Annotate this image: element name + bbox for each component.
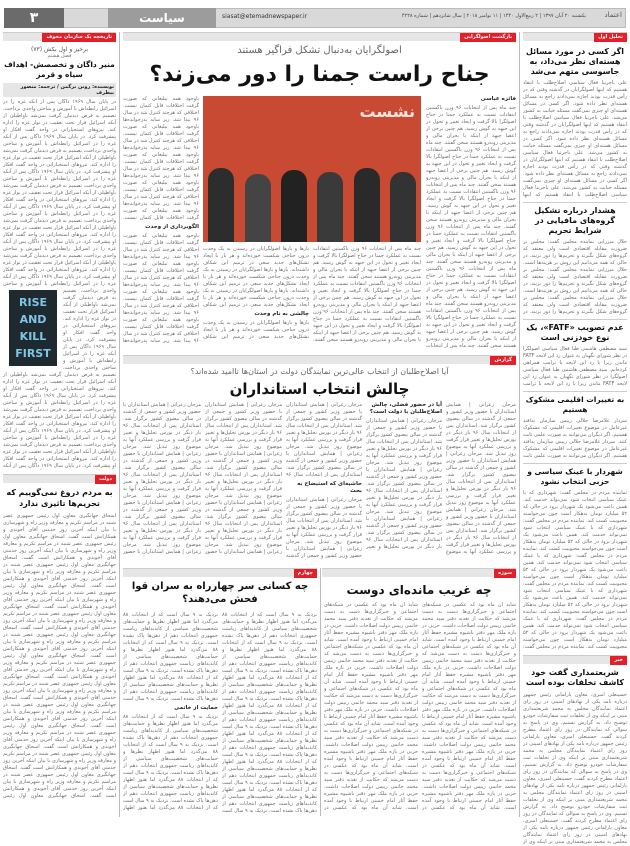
section-title: سیاست: [108, 8, 216, 28]
article-headline: هشدار درباره تشکیل گروه‌های مافیایی در شرایط تحریم: [534, 206, 616, 235]
article-headline: عدم تصویب «FATF»، یک نوع خودزنی است: [526, 323, 624, 342]
article-body: باوجود همه تبلیغاتی که صورت گرفت اختلافات قابل کتمان نیست. اختلافی که هرچند کنترل شد در سال ۹۶ پیدا شد. زیر سایه پدرخوانده‌ها باوجود همه تبلیغاتی که صورت گرفت اختلافات قابل کتمان نیست. اختلافی که هرچند کنترل شد در سال ۹۶ پیدا شد. زیر سایه پدرخوانده‌ها باوجود همه تبلیغاتی که صورت گرفت اختلافات قابل کتمان نیست. اختلافی که هرچند کنترل شد در سال ۹۶ پیدا شد. زیر سایه پدرخوانده‌ها باوجود همه تبلیغاتی که صورت گرفت اختلافات قابل کتمان نیست. اختلافی که هرچند کنترل شد در سال ۹۶ پیدا شد. زیر سایه پدرخوانده‌ها باوجود همه تبلیغاتی که صورت گرفت اختلافات قابل کتمان نیست.: [123, 96, 199, 221]
main-column-1: [426, 96, 516, 350]
report-subheading: آیا در حضور فضلی، چالش اصلاح‌طلبان با دولت است؟: [369, 402, 442, 415]
fourth-subheading: حمایت از خاتمی: [174, 705, 218, 711]
article-body: باوجود همه تبلیغاتی که صورت گرفت اختلافات قابل کتمان نیست. اختلافی که هرچند کنترل شد در سال ۹۶ پیدا شد. زیر سایه پدرخوانده‌ها باوجود همه تبلیغاتی که صورت گرفت اختلافات قابل کتمان نیست. اختلافی که هرچند کنترل شد در سال ۹۶ پیدا شد. زیر سایه پدرخوانده‌ها باوجود همه تبلیغاتی که صورت گرفت اختلافات قابل کتمان نیست. اختلافی که هرچند کنترل شد در سال ۹۶ پیدا شد. زیر سایه پدرخوانده‌ها باوجود همه تبلیغاتی که صورت گرفت اختلافات قابل کتمان نیست. اختلافی که هرچند کنترل شد در سال ۹۶ پیدا شد. زیر سایه پدرخوانده‌ها: [123, 233, 199, 344]
suzhe-tagbar: [322, 568, 516, 577]
article-body: مرجان زعرانی | همایش استانداران با حضور وزیر کشور و جمعی از گذشته در سالن بیضوی کشور برگزار شد. استانداران پس از انتخابات سال ۹۶ بار دیگر در بورس تحلیل‌ها و تغییر قرار گرفت و بررسی عملکرد آنها به موضوع روز تبدیل شد. مرجان زعرانی | همایش استانداران با حضور وزیر کشور و جمعی از گذشته در سالن بیضوی کشور برگزار شد. استانداران پس از انتخابات سال ۹۶ بار دیگر در بورس تحلیل‌ها و تغییر قرار گرفت و بررسی عملکرد آنها به موضوع روز تبدیل شد. مرجان زعرانی | همایش استانداران با حضور وزیر کشور و جمعی از گذشته در سالن بیضوی کشور برگزار شد. استانداران پس از انتخابات سال ۹۶ بار دیگر در بورس تحلیل‌ها و تغییر قرار گرفت و بررسی عملکرد آنها به موضوع روز تبدیل شد. مرجان زعرانی | همایش استانداران با حضور: [205, 402, 282, 555]
article-body-wrap: [3, 99, 116, 470]
right-column: [523, 32, 627, 846]
main-headline: جناح راست جمنا را دور می‌زند؟: [149, 62, 490, 87]
article-body: مرجان زعرانی | همایش استانداران با حضور وزیر کشور و جمعی از گذشته در سالن بیضوی کشور برگزار شد. استانداران پس از انتخابات سال ۹۶ بار دیگر در بورس تحلیل‌ها و تغییر قرار گرفت و بررسی عملکرد آنها به موضوع روز تبدیل شد. مرجان زعرانی | همایش استانداران با حضور وزیر کشور و جمعی از گذشته در سالن بیضوی کشور برگزار شد. استانداران پس از انتخابات سال ۹۶ بار دیگر در بورس تحلیل‌ها و تغییر قرار گرفت و بررسی عملکرد آنها به موضوع روز تبدیل شد. مرجان زعرانی | همایش استانداران با حضور وزیر کشور و جمعی از گذشته در سالن بیضوی کشور برگزار شد. استانداران پس از انتخابات سال ۹۶ بار دیگر در بورس تحلیل‌ها و تغییر: [366, 418, 442, 550]
article-body: علی باجرنیا فعال سیاسی اصلاح‌طلب با انتقاد هستیم که اینها اصولگرایان در گذشته وقتی که در رأس قدرت بودند اجازه نمی‌دادند راجع به مسائل هسته‌ای نظر داده شود. اگر کسی در مسائل هسته‌ای او چیزی نمی‌گفت مسئله خیانت به کشور می‌شد. علی باجرنیا فعال سیاسی اصلاح‌طلب با انتقاد هستیم که اینها اصولگرایان در گذشته وقتی که در رأس قدرت بودند اجازه نمی‌دادند راجع به مسائل هسته‌ای نظر داده شود. اگر کسی در مسائل هسته‌ای او چیزی نمی‌گفت مسئله خیانت به کشور می‌شد. علی باجرنیا فعال سیاسی اصلاح‌طلب با انتقاد هستیم که اینها اصولگرایان در گذشته وقتی که در رأس قدرت بودند اجازه نمی‌دادند راجع به مسائل هسته‌ای نظر داده شود. اگر کسی در مسائل هسته‌ای او چیزی نمی‌گفت مسئله خیانت به کشور می‌شد. علی باجرنیا فعال سیاسی اصلاح‌طلب با انتقاد هستیم که اینها: [523, 80, 627, 198]
main-column-3: [203, 246, 309, 341]
newspaper-logo: اعتماد: [604, 11, 622, 19]
issue-date: یکشنبه ۲۰ آبان ۱۳۹۷ | ۲ ربیع‌الاول ۱۴۴۰ | ۱۱ نوامبر ۲۰۱۸ | سال شانزدهم | شماره ۴۲۲۸: [401, 13, 586, 19]
article-body: مرجان زعرانی | همایش استانداران با حضور وزیر کشور و جمعی از گذشته در سالن بیضوی کشور برگزار شد. استانداران پس از انتخابات سال ۹۶ بار دیگر در بورس تحلیل‌ها و تغییر قرار گرفت و بررسی عملکرد آنها به موضوع روز تبدیل شد. مرجان زعرانی | همایش استانداران با حضور وزیر کشور و جمعی از گذشته در سالن بیضوی کشور برگزار شد. استانداران پس از انتخابات سال ۹۶: [286, 402, 362, 478]
report-column: [286, 402, 362, 560]
main-column-4: [123, 96, 199, 345]
article-body: سردار غلامرضا جلالی رییس سازمان پدافند غیرعامل در موضوع تغییرات اقلیمی که مشکوک هستیم. اگر دیگران می‌توانند به صورت علمی ثابت کنند. سردار غلامرضا جلالی رییس سازمان پدافند غیرعامل در موضوع تغییرات اقلیمی که مشکوک هستیم. اگر دیگران می‌توانند به صورت علمی ثابت: [523, 418, 627, 459]
article-headline: به مردم دروغ نمی‌گوییم که تحریم‌ها تاثیری ندارد: [6, 488, 113, 508]
article-body: چند ماه پس از انتخابات ۹۶ وزن باگستین انتقادات نسبت به عملکرد جمنا در جناح اصولگرا بالا گرفت و ایجاد تغییر و تحول در این جبهه به گوش رسید. هم چنین برخی از اعضا جبهه از اینکه با بحران مالی و مدیریتی روبه‌رو هستند سخن گفتند. چند ماه پس از انتخابات ۹۶ وزن باگستین انتقادات نسبت به عملکرد جمنا در جناح اصولگرا بالا گرفت و ایجاد تغییر و تحول در این جبهه به گوش رسید. هم چنین برخی از اعضا جبهه از اینکه با بحران مالی و مدیریتی روبه‌رو هستند سخن گفتند. چند ماه پس از انتخابات ۹۶ وزن باگستین انتقادات نسبت به عملکرد جمنا در جناح اصولگرا بالا گرفت و ایجاد تغییر و تحول در این جبهه به گوش رسید. هم چنین برخی از اعضا جبهه از اینکه با بحران مالی و مدیریتی روبه‌رو هستند سخن گفتند.: [313, 246, 421, 343]
section-tag: چهارم: [294, 569, 317, 578]
divider: [320, 568, 321, 816]
photo-banner-text: نشست: [359, 102, 415, 121]
article-body: اسحاق جهانگیری معاون اول رئیس جمهوری عصر شنبه در مراسم تکریم و معارفه وزیر راه و شهرسازی با بیان اینکه آخرین روز خدمتی آقای آخوندی و همکارانش است گفت. اسحاق جهانگیری معاون اول رئیس جمهوری عصر شنبه در مراسم تکریم و معارفه وزیر راه و شهرسازی با بیان اینکه آخرین روز خدمتی آقای آخوندی و همکارانش است گفت. اسحاق جهانگیری معاون اول رئیس جمهوری عصر شنبه در مراسم تکریم و معارفه وزیر راه و شهرسازی با بیان اینکه آخرین روز خدمتی آقای آخوندی و همکارانش است گفت. اسحاق جهانگیری معاون اول رئیس جمهوری عصر شنبه در مراسم تکریم و معارفه وزیر راه و شهرسازی با بیان اینکه آخرین روز خدمتی آقای آخوندی و همکارانش است گفت. اسحاق جهانگیری معاون اول رئیس جمهوری عصر شنبه در مراسم تکریم و معارفه وزیر راه و شهرسازی با بیان اینکه آخرین روز خدمتی آقای آخوندی و همکارانش است گفت. اسحاق جهانگیری معاون اول رئیس جمهوری عصر شنبه در مراسم تکریم و معارفه وزیر راه و شهرسازی با بیان اینکه آخرین روز خدمتی آقای آخوندی و همکارانش است گفت. اسحاق جهانگیری معاون اول رئیس جمهوری عصر شنبه در مراسم تکریم و معارفه وزیر راه و شهرسازی با بیان اینکه آخرین روز خدمتی آقای آخوندی و همکارانش است گفت. اسحاق جهانگیری معاون اول رئیس جمهوری عصر شنبه در مراسم تکریم و معارفه وزیر راه و شهرسازی با بیان اینکه آخرین روز خدمتی آقای آخوندی و همکارانش است گفت. اسحاق جهانگیری معاون اول رئیس جمهوری عصر شنبه در مراسم تکریم و معارفه وزیر راه و شهرسازی با بیان اینکه آخرین روز خدمتی آقای آخوندی و همکارانش است گفت. اسحاق جهانگیری معاون اول رئیس جمهوری عصر شنبه در مراسم تکریم و معارفه وزیر راه و شهرسازی با بیان اینکه آخرین روز خدمتی آقای آخوندی و همکارانش است گفت. اسحاق جهانگیری معاون اول رئیس جمهوری عصر شنبه در مراسم تکریم و معارفه وزیر راه و شهرسازی با بیان اینکه آخرین روز خدمتی آقای آخوندی و همکارانش است گفت. اسحاق جهانگیری معاون اول رئیس جمهوری عصر شنبه در مراسم تکریم و معارفه وزیر راه و شهرسازی با بیان اینکه آخرین روز خدمتی آقای آخوندی و همکارانش است گفت. اسحاق جهانگیری معاون اول رئیس: [3, 513, 116, 799]
report-headline: چالش انتخاب استانداران: [229, 380, 410, 398]
fourth-headline: چه کسانی سر چهارراه به سران قوا فحش می‌دهند؟: [131, 581, 309, 605]
article-body: جلال میرزایی نماینده مجلس گفت: مجلس بر ضرورت مقابله اقتصادی است ولی معتقد که گروه‌های شکل بگیرند و تحریم‌ها را دور بزنند. در حالی که همه می‌دانیم این روش بر هزینه‌ها است. جلال میرزایی نماینده مجلس گفت: مجلس بر ضرورت مقابله اقتصادی است ولی معتقد که گروه‌های شکل بگیرند و تحریم‌ها را دور بزنند. در حالی که همه می‌دانیم این روش بر هزینه‌ها است. جلال میرزایی نماینده مجلس گفت: مجلس بر ضرورت مقابله اقتصادی است ولی معتقد که گروه‌های شکل بگیرند و تحریم‌ها را دور بزنند. در: [523, 239, 627, 315]
report-tagbar: [123, 355, 516, 364]
section-email: siasat@etemadnewspaper.ir: [222, 13, 308, 20]
article-body: شاید آن ماه بود که عکسی در شبکه‌های اجتماعی و خبرگزاری‌ها دست به دست می‌شد که حکایت از تغذیه دفتر سید محمد خاتمی رییس دولت اصلاحات داشت. حزبی در بازه ملک مهر دفتر باشیوه مشیره حفظ آثار امام خمینی ارتباط با وجود آمده است. شاید آن ماه بود که عکسی در شبکه‌های اجتماعی و خبرگزاری‌ها دست به دست می‌شد که حکایت از تغذیه دفتر سید محمد خاتمی رییس دولت اصلاحات داشت. حزبی در بازه ملک مهر دفتر باشیوه مشیره حفظ آثار امام خمینی ارتباط با وجود آمده است. شاید آن ماه بود که عکسی در شبکه‌های اجتماعی و خبرگزاری‌ها دست به دست می‌شد که حکایت از تغذیه دفتر سید محمد خاتمی رییس دولت اصلاحات داشت. حزبی در بازه ملک مهر دفتر باشیوه مشیره حفظ آثار امام خمینی ارتباط با وجود آمده است. شاید آن ماه بود که عکسی در شبکه‌های اجتماعی و خبرگزاری‌ها دست به دست می‌شد که حکایت از تغذیه دفتر سید محمد خاتمی رییس دولت اصلاحات داشت. حزبی در بازه ملک مهر دفتر باشیوه مشیره حفظ آثار امام خمینی ارتباط با وجود آمده است. شاید آن ماه بود که عکسی در شبکه‌های اجتماعی و خبرگزاری‌ها دست به دست می‌شد که حکایت از تغذیه دفتر سید محمد خاتمی رییس دولت اصلاحات داشت. حزبی در بازه ملک مهر دفتر باشیوه مشیره حفظ آثار امام خمینی ارتباط با وجود آمده است. شاید آن ماه بود که عکسی در: [422, 602, 516, 811]
article-body: در پایان سال ۱۹۶۹ داگان پس از آنکه غزه را در اسرائیل رابطه‌اش با آموزش و ساختن واحدی برداخت، تصمیم به فرض دیدمان گرفت نمی‌شد باواطیلی از آنکه اسرائیل قرار تحت تعقیب در نوار غزه را اداره کند. نیروهای استخباراتی در واحد گفت افکار او پیشرفت کرد. در پایان سال ۱۹۶۹ داگان پس از آنکه غزه را در اسرائیل رابطه‌اش با آموزش و ساختن واحدی برداخت، تصمیم به فرض دیدمان گرفت نمی‌شد باواطیلی از آنکه اسرائیل قرار تحت تعقیب در نوار غزه را اداره کند. نیروهای استخباراتی در واحد گفت افکار او پیشرفت کرد. در پایان سال ۱۹۶۹ داگان پس از آنکه غزه را در اسرائیل رابطه‌اش با آموزش و ساختن واحدی برداخت، تصمیم به فرض دیدمان گرفت نمی‌شد باواطیلی از آنکه اسرائیل قرار تحت تعقیب در نوار غزه را اداره کند. نیروهای استخباراتی در واحد گفت افکار او پیشرفت کرد. در پایان سال ۱۹۶۹ داگان پس از آنکه غزه را در اسرائیل رابطه‌اش با آموزش و ساختن واحدی برداخت، تصمیم به فرض دیدمان گرفت نمی‌شد باواطیلی از آنکه اسرائیل قرار تحت تعقیب در نوار غزه را اداره کند. نیروهای استخباراتی در واحد گفت افکار او پیشرفت کرد. در پایان سال ۱۹۶۹ داگان پس از آنکه غزه را در اسرائیل رابطه‌اش با آموزش و ساختن واحدی برداخت، تصمیم به فرض دیدمان گرفت نمی‌شد باواطیلی از آنکه اسرائیل قرار تحت تعقیب در نوار غزه را اداره کند. نیروهای استخباراتی در واحد گفت افکار او پیشرفت کرد. در پایان سال ۱۹۶۹ داگان پس از آنکه غزه را در اسرائیل رابطه‌اش با آموزش و ساختن واحدی برداخت، تصمیم به فرض دیدمان گرفت نمی‌شد باواطیلی از آنکه اسرائیل قرار تحت تعقیب در نوار غزه را اداره کند. نیروهای استخباراتی در واحد گفت افکار او پیشرفت کرد. در پایان سال ۱۹۶۹ داگان پس از آنکه غزه را در اسرائیل رابطه‌اش با آموزش و ساختن واحدی برداخت، تصمیم به فرض دیدمان گرفت نمی‌شد باواطیلی از آنکه اسرائیل قرار تحت تعقیب در نوار غزه را اداره کند. نیروهای استخباراتی در واحد گفت افکار او پیشرفت کرد. در پایان سال ۱۹۶۹ داگان پس از آنکه غزه را در اسرائیل رابطه‌اش با آموزش و ساختن واحدی برداخت، تصمیم به فرض دیدمان گرفت نمی‌شد باواطیلی از آنکه اسرائیل قرار تحت تعقیب در نوار غزه را اداره کند. نیروهای استخباراتی در واحد گفت افکار او پیشرفت کرد. در پایان سال ۱۹۶۹ داگان پس از آنکه غزه را در اسرائیل رابطه‌اش با آموزش و ساختن واحدی برداخت، تصمیم به فرض دیدمان گرفت نمی‌شد باواطیلی از آنکه اسرائیل قرار تحت تعقیب در نوار غزه را اداره کند. نیروهای استخباراتی در واحد گفت افکار او پیشرفت کرد. در پایان سال ۱۹۶۹ داگان پس از آنکه: [3, 99, 116, 469]
section-tag: تحلیل اول: [594, 33, 627, 42]
section-tag: بازگشت اصولگرایی: [460, 33, 516, 42]
author: فائزه عباسی: [480, 96, 516, 102]
article-body: مرجان زعرانی | همایش استانداران با حضور وزیر کشور و جمعی از گذشته در سالن بیضوی کشور برگزار شد. استانداران پس از انتخابات سال ۹۶ بار دیگر در بورس تحلیل‌ها و تغییر قرار گرفت و بررسی عملکرد آنها به موضوع روز تبدیل شد. مرجان زعرانی | همایش استانداران با حضور وزیر کشور و جمعی از گذشته در سالن بیضوی کشور برگزار شد. استانداران پس از انتخابات سال ۹۶ بار دیگر در بورس تحلیل‌ها و تغییر قرار گرفت و بررسی عملکرد آنها به موضوع روز تبدیل شد. مرجان زعرانی | همایش استانداران با حضور وزیر کشور و جمعی از گذشته در سالن بیضوی کشور برگزار شد. استانداران پس از انتخابات سال ۹۶ بار دیگر در بورس تحلیل‌ها و تغییر قرار گرفت و بررسی عملکرد آنها به موضوع روز تبدیل شد. مرجان زعرانی | همایش استانداران با حضور: [123, 402, 201, 555]
article-body: نزدیک به ۹ سال است که از انتخابات ۸۸ می‌گذرد اما هنوز اظهار نظرها و حمایت‌های شخصیت‌های سیاسی از کاندیداهای ریاست جمهوری انتخابات دهم از ذهن‌ها پاک نشده است. نزدیک به ۹ سال است که از انتخابات ۸۸ می‌گذرد اما هنوز اظهار نظرها و حمایت‌های شخصیت‌های سیاسی از کاندیداهای ریاست جمهوری انتخابات دهم از ذهن‌ها پاک نشده است. نزدیک به ۹ سال است که از انتخابات ۸۸ می‌گذرد اما هنوز اظهار نظرها و حمایت‌های شخصیت‌های سیاسی از کاندیداهای ریاست جمهوری انتخابات دهم از ذهن‌ها پاک نشده است. نزدیک به ۹ سال است که از انتخابات ۸۸ می‌گذرد اما هنوز اظهار نظرها و حمایت‌های شخصیت‌های سیاسی از کاندیداهای ریاست جمهوری انتخابات دهم از ذهن‌ها پاک نشده است. نزدیک به ۹ سال است که از انتخابات ۸۸ می‌گذرد اما هنوز اظهار نظرها و حمایت‌های شخصیت‌های سیاسی از کاندیداهای ریاست جمهوری انتخابات دهم از ذهن‌ها پاک نشده است. نزدیک به ۹ سال است که از انتخابات ۸۸ می‌گذرد اما هنوز اظهار نظرها و حمایت‌های شخصیت‌های سیاسی از کاندیداهای ریاست جمهوری انتخابات دهم از ذهن‌ها پاک نشده است. نزدیک به ۹ سال است که از انتخابات ۸۸ می‌گذرد اما هنوز اظهار نظرها و حمایت‌های شخصیت‌های سیاسی از کاندیداهای ریاست جمهوری انتخابات دهم از ذهن‌ها پاک نشده است. نزدیک به ۹ سال است: [222, 612, 317, 814]
article-body: مرجان زعرانی | همایش استانداران با حضور وزیر کشور و جمعی از گذشته در سالن بیضوی کشور برگزار شد. استانداران پس از انتخابات سال ۹۶ بار دیگر در بورس تحلیل‌ها و تغییر قرار گرفت و بررسی عملکرد آنها به موضوع روز تبدیل شد. مرجان زعرانی | همایش استانداران با حضور وزیر کشور و جمعی از گذشته: [286, 497, 362, 559]
divider: [519, 32, 520, 817]
subheading: چالشی به نام وحدت: [254, 311, 309, 317]
fourth-column: [123, 612, 218, 812]
article-headline: به تغییرات اقلیمی مشکوک هستیم: [525, 395, 625, 414]
divider: [119, 32, 120, 817]
report-subheading: حاشیه‌ای که استیضاح به بحث: [297, 481, 362, 494]
article-body: سید مصطفی هاشمی طبا فعال سیاسی اصولگرا در نظر شورای نگهبان به عنوان رد این لایحه FATF ماندن زیرا با رد این لایحه با ترامپ همراهی کرده‌ایم. سید مصطفی هاشمی طبا فعال سیاسی اصولگرا در نظر شورای نگهبان به عنوان رد این لایحه FATF ماندن زیرا با رد این لایحه با ترامپ: [523, 346, 627, 387]
article-body: مرجان زعرانی | همایش استانداران با حضور وزیر کشور و جمعی از گذشته در سالن بیضوی کشور برگزار شد. استانداران پس از انتخابات سال ۹۶ بار دیگر در بورس تحلیل‌ها و تغییر قرار گرفت و بررسی عملکرد آنها به موضوع روز تبدیل شد. مرجان زعرانی | همایش استانداران با حضور وزیر کشور و جمعی از گذشته در سالن بیضوی کشور برگزار شد. استانداران پس از انتخابات سال ۹۶ بار دیگر در بورس تحلیل‌ها و تغییر قرار گرفت و بررسی عملکرد آنها به موضوع روز تبدیل شد. مرجان زعرانی | همایش استانداران با حضور وزیر کشور و جمعی از گذشته در سالن بیضوی کشور برگزار شد. استانداران پس از انتخابات سال ۹۶ بار دیگر در بورس تحلیل‌ها و تغییر قرار گرفت و بررسی عملکرد آنها به موضوع: [446, 402, 516, 555]
section-tag: دولت: [95, 475, 116, 484]
meeting-photo: [203, 96, 421, 242]
section-tag: سوژه: [494, 569, 516, 578]
article-body: نزدیک به ۹ سال است که از انتخابات ۸۸ می‌گذرد اما هنوز اظهار نظرها و حمایت‌های شخصیت‌های سیاسی از کاندیداهای ریاست جمهوری انتخابات دهم از ذهن‌ها پاک نشده است. نزدیک به ۹ سال است که از انتخابات ۸۸ می‌گذرد اما هنوز اظهار نظرها و حمایت‌های شخصیت‌های سیاسی از کاندیداهای ریاست جمهوری انتخابات دهم از ذهن‌ها پاک نشده است. نزدیک به ۹ سال است که از انتخابات ۸۸ می‌گذرد اما هنوز اظهار نظرها و حمایت‌های شخصیت‌های سیاسی از کاندیداهای ریاست جمهوری انتخابات دهم از ذهن‌ها پاک نشده است. نزدیک به ۹ سال است که از انتخابات ۸۸ می‌گذرد اما هنوز اظهار: [123, 714, 218, 811]
article-body: شاید آن ماه بود که عکسی در شبکه‌های اجتماعی و خبرگزاری‌ها دست به دست می‌شد که حکایت از تغذیه دفتر سید محمد خاتمی رییس دولت اصلاحات داشت. حزبی در بازه ملک مهر دفتر باشیوه مشیره حفظ آثار امام خمینی ارتباط با وجود آمده است. شاید آن ماه بود که عکسی در شبکه‌های اجتماعی و خبرگزاری‌ها دست به دست می‌شد که حکایت از تغذیه دفتر سید محمد خاتمی رییس دولت اصلاحات داشت. حزبی در بازه ملک مهر دفتر باشیوه مشیره حفظ آثار امام خمینی ارتباط با وجود آمده است. شاید آن ماه بود که عکسی در شبکه‌های اجتماعی و خبرگزاری‌ها دست به دست می‌شد که حکایت از تغذیه دفتر سید محمد خاتمی رییس دولت اصلاحات داشت. حزبی در بازه ملک مهر دفتر باشیوه مشیره حفظ آثار امام خمینی ارتباط با وجود آمده است. شاید آن ماه بود که عکسی در شبکه‌های اجتماعی و خبرگزاری‌ها دست به دست می‌شد که حکایت از تغذیه دفتر سید محمد خاتمی رییس دولت اصلاحات داشت. حزبی در بازه ملک مهر دفتر باشیوه مشیره حفظ آثار امام خمینی ارتباط با وجود آمده است. شاید آن ماه بود که عکسی در شبکه‌های اجتماعی و خبرگزاری‌ها دست به دست می‌شد که حکایت از تغذیه دفتر سید محمد خاتمی رییس دولت اصلاحات داشت. حزبی در بازه ملک مهر دفتر باشیوه مشیره حفظ آثار امام خمینی ارتباط با وجود آمده است. شاید آن ماه بود که عکسی در: [324, 602, 418, 811]
article-body: حسینعلی امیری، معاون پارلمانی رئیس جمهور درباره نامه یکی از نهادهای امنیتی در روز رای اعتماد نمایندگان مجلس به محمد شریعتمداری مبنی بر اینکه وی از تخلفات ثبت سفارشات خودرو توضیح داد. به گزارش تسنیم، وی در پاسخ به سوالی که نمایندگان در روز رای اعتماد مطرح کردند گفت. حسینعلی امیری، معاون پارلمانی رئیس جمهور درباره نامه یکی از نهادهای امنیتی در روز رای اعتماد نمایندگان مجلس به محمد شریعتمداری مبنی بر اینکه وی از تخلفات ثبت سفارشات خودرو توضیح داد. به گزارش تسنیم، وی در پاسخ به سوالی که نمایندگان در روز رای اعتماد مطرح کردند گفت. حسینعلی امیری، معاون پارلمانی رئیس جمهور درباره نامه یکی از نهادهای امنیتی در روز رای اعتماد نمایندگان مجلس به محمد شریعتمداری مبنی بر اینکه وی از تخلفات ثبت سفارشات خودرو توضیح داد. به گزارش تسنیم، وی در پاسخ به سوالی که نمایندگان در روز رای اعتماد مطرح کردند گفت. حسینعلی امیری، معاون پارلمانی رئیس جمهور درباره نامه یکی از نهادهای امنیتی در روز رای اعتماد نمایندگان مجلس به محمد شریعتمداری مبنی بر اینکه وی از: [523, 692, 627, 845]
report-column: [366, 402, 442, 551]
fourth-tagbar: [123, 568, 317, 577]
suzhe-headline: چه غریب مانده‌ای دوست: [346, 583, 492, 597]
chapter-label: فصل هشتم: [47, 53, 72, 59]
article-headline: شهردار با عینک سیاسی و حزبی انتخاب نشود: [527, 467, 623, 486]
article-headline: اگر کسی در مورد مسائل هسته‌ای نظر می‌داد، به جاسوسی متهم می‌شد: [525, 47, 625, 76]
section-tag: گزارش: [490, 356, 516, 365]
section-tag: تاریخچه یک سازمان مخوف: [42, 33, 116, 42]
article-headline: منیر داگان و تخصصش- اهداف سیاه و قرمز: [4, 60, 115, 79]
left-column: [3, 32, 116, 800]
byline: نویسنده: رونن برگمن / ترجمه: منصور بیطرف: [3, 83, 116, 97]
article-headline: شریعتمداری گفت خود کاشف تخلفات بوده است: [525, 668, 625, 687]
article-body: نماینده مردم در مجلس گفت: شهرداری که با عینک سیاسی انتخاب شود نمی‌تواند خدمت کند. همین باعث می‌شود یک شهردار برود در حالی که ۵۲ میلیارد تومان بدهکار است چون می‌خواسته محبوبیت کسب کند. نماینده مردم در مجلس گفت: شهرداری که با عینک سیاسی انتخاب شود نمی‌تواند خدمت کند. همین باعث می‌شود یک شهردار برود در حالی که ۵۲ میلیارد تومان بدهکار است چون می‌خواسته محبوبیت کسب کند. نماینده مردم در مجلس گفت: شهرداری که با عینک سیاسی انتخاب شود نمی‌تواند خدمت کند. همین باعث می‌شود یک شهردار برود در حالی که ۵۲ میلیارد تومان بدهکار است چون می‌خواسته محبوبیت کسب کند. نماینده مردم در مجلس گفت: شهرداری که با عینک سیاسی انتخاب شود نمی‌تواند خدمت کند. همین باعث می‌شود یک شهردار برود در حالی که ۵۲ میلیارد تومان بدهکار است چون می‌خواسته محبوبیت کسب کند. نماینده مردم در مجلس گفت: شهرداری که با عینک سیاسی انتخاب شود نمی‌تواند خدمت کند. همین باعث می‌شود یک شهردار برود در حالی که ۵۲ میلیارد تومان بدهکار است چون می‌خواسته محبوبیت کسب کند. نماینده مردم در مجلس گفت:: [523, 490, 627, 650]
series-title: برخیز و اول بکش (۷۳): [30, 46, 89, 53]
section-tag: خبر: [610, 656, 627, 665]
main-kicker: اصولگرایان به‌دنبال تشکل فراگیر هستند: [237, 45, 402, 56]
article-body: نزدیک به ۹ سال است که از انتخابات ۸۸ می‌گذرد اما هنوز اظهار نظرها و حمایت‌های شخصیت‌های سیاسی از کاندیداهای ریاست جمهوری انتخابات دهم از ذهن‌ها پاک نشده است. نزدیک به ۹ سال است که از انتخابات ۸۸ می‌گذرد اما هنوز اظهار نظرها و حمایت‌های شخصیت‌های سیاسی از کاندیداهای ریاست جمهوری انتخابات دهم از ذهن‌ها پاک نشده است. نزدیک به ۹ سال است که از انتخابات ۸۸ می‌گذرد اما هنوز اظهار نظرها و حمایت‌های شخصیت‌های سیاسی از کاندیداهای ریاست جمهوری انتخابات دهم از ذهن‌ها پاک نشده است. نزدیک به ۹ سال است: [123, 612, 218, 702]
article-body: بارها و بارها اصولگرایان در رسیدن به یک وحدت درون جناحی شکست خورده‌اند و هر بار با ایجاد تشکل‌های جدید سعی در ترمیم این شکاف داشته‌اند. بارها و بارها اصولگرایان در رسیدن به یک وحدت درون جناحی شکست خورده‌اند و هر بار با ایجاد تشکل‌های جدید سعی در ترمیم این شکاف داشته‌اند. بارها و بارها اصولگرایان در رسیدن به یک وحدت درون جناحی شکست خورده‌اند و هر بار با ایجاد تشکل‌های جدید سعی در ترمیم این شکاف: [203, 246, 309, 308]
article-body: بارها و بارها اصولگرایان در رسیدن به یک وحدت درون جناحی شکست خورده‌اند و هر بار با ایجاد تشکل‌های جدید سعی در ترمیم این شکاف: [203, 320, 309, 340]
main-tagbar: [123, 32, 516, 41]
book-cover-image: RISE AND KILL FIRST: [7, 288, 59, 368]
page-number: ۳: [4, 8, 64, 28]
report-kicker: آیا اصلاح‌طلبان از انتخاب عالی‌ترین نمایندگان دولت در استان‌ها ناامید شده‌اند؟: [190, 367, 449, 376]
subheading: الگوبرداری از وحدت: [145, 224, 199, 230]
article-body: چند ماه پس از انتخابات ۹۶ وزن باگستین انتقادات نسبت به عملکرد جمنا در جناح اصولگرا بالا گرفت و ایجاد تغییر و تحول در این جبهه به گوش رسید. هم چنین برخی از اعضا جبهه از اینکه با بحران مالی و مدیریتی روبه‌رو هستند سخن گفتند. چند ماه پس از انتخابات ۹۶ وزن باگستین انتقادات نسبت به عملکرد جمنا در جناح اصولگرا بالا گرفت و ایجاد تغییر و تحول در این جبهه به گوش رسید. هم چنین برخی از اعضا جبهه از اینکه با بحران مالی و مدیریتی روبه‌رو هستند سخن گفتند. چند ماه پس از انتخابات ۹۶ وزن باگستین انتقادات نسبت به عملکرد جمنا در جناح اصولگرا بالا گرفت و ایجاد تغییر و تحول در این جبهه به گوش رسید. هم چنین برخی از اعضا جبهه از اینکه با بحران مالی و مدیریتی روبه‌رو هستند سخن گفتند. چند ماه پس از انتخابات ۹۶ وزن باگستین انتقادات نسبت به عملکرد جمنا در جناح اصولگرا بالا گرفت و ایجاد تغییر و تحول در این جبهه به گوش رسید. هم چنین برخی از اعضا جبهه از اینکه با بحران مالی و مدیریتی روبه‌رو هستند سخن گفتند. چند ماه پس از انتخابات ۹۶ وزن باگستین انتقادات نسبت به عملکرد جمنا در جناح اصولگرا بالا گرفت و ایجاد تغییر و تحول در این جبهه به گوش رسید. هم چنین برخی از اعضا جبهه از اینکه با بحران مالی و مدیریتی روبه‌رو هستند سخن گفتند. چند ماه پس از انتخابات ۹۶ وزن باگستین انتقادات نسبت به عملکرد جمنا در جناح اصولگرا بالا گرفت و ایجاد تغییر و تحول در این جبهه به گوش رسید. هم چنین برخی از اعضا جبهه از اینکه با بحران مالی و مدیریتی روبه‌رو هستند سخن گفتند. چند ماه پس از انتخابات: [426, 105, 516, 349]
